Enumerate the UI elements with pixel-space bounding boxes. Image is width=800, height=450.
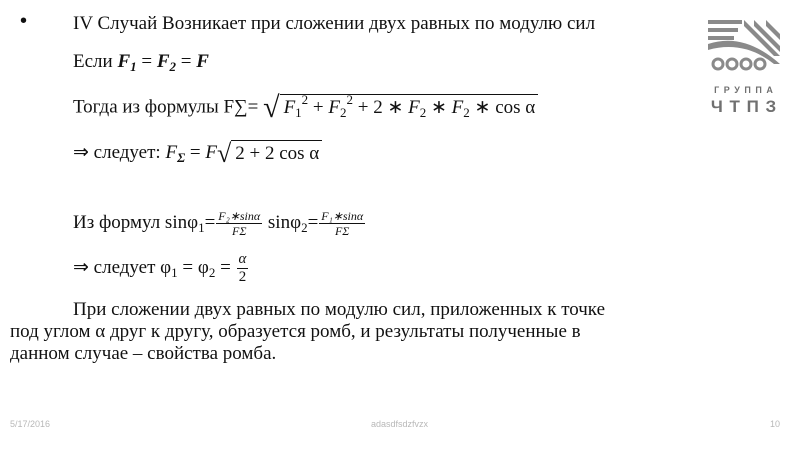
sqrt-expression: √ $F_1^2 + F_2^2 + 2$ ∗ $F_2$ ∗ $F_2$ ∗ cos α xyxy=(263,93,538,123)
angle-result-line: ⇒ следует $\varphi_1 = \varphi_2$ = $\frac{\alpha}{2}$ xyxy=(73,251,247,285)
logo-text-name: Ч Т П З xyxy=(710,97,778,116)
implies-icon: ⇒ xyxy=(73,141,89,163)
fraction-alpha-half: $\frac{\alpha}{2}$ xyxy=(238,251,247,285)
fraction-sin-phi1: $\frac{\text{F₂∗sinα}}{F\Sigma}$ xyxy=(218,209,261,238)
condition-line: Если $F_1 = F_2 = F$ xyxy=(73,51,209,74)
result-line: ⇒ следует: $F_\Sigma = F√$ 2 + 2 cos α xyxy=(73,140,322,167)
fraction-sin-phi2: $\frac{\text{F₁∗sinα}}{F\Sigma}$ xyxy=(321,209,364,238)
paragraph-line-1: При сложении двух равных по модулю сил, приложенных к точке xyxy=(73,299,605,320)
logo-emblem-icon xyxy=(704,14,784,74)
company-logo xyxy=(704,14,784,124)
logo-text-group: Г Р У П П А xyxy=(714,85,774,95)
formula-line: Тогда из формулы F∑= √ $F_1^2 + F_2^2 + 2$ ∗ $F_2$ ∗ $F_2$ ∗ cos α xyxy=(73,93,538,123)
footer-center: adasdfsdzfvzx xyxy=(371,419,429,429)
paragraph-line-3: данном случае – свойства ромба. xyxy=(10,343,277,364)
sine-formulas-line: Из формул sinφ$_1$= $\frac{\text{F₂∗sinα}}{F\Sigma}$ sinφ$_2$= $\frac{\text{F₁∗sinα}}{F\Sigma}$ xyxy=(73,209,364,238)
paragraph-line-2: под углом α друг к другу, образуется ромб, и результаты полученные в xyxy=(10,321,581,342)
footer-page-number: 10 xyxy=(770,419,781,429)
implies-icon: ⇒ xyxy=(73,256,89,278)
bullet: • xyxy=(20,10,28,32)
footer-date: 5/17/2016 xyxy=(10,419,51,429)
slide-title: IV Случай Возникает при сложении двух равных по модулю сил xyxy=(73,13,596,34)
